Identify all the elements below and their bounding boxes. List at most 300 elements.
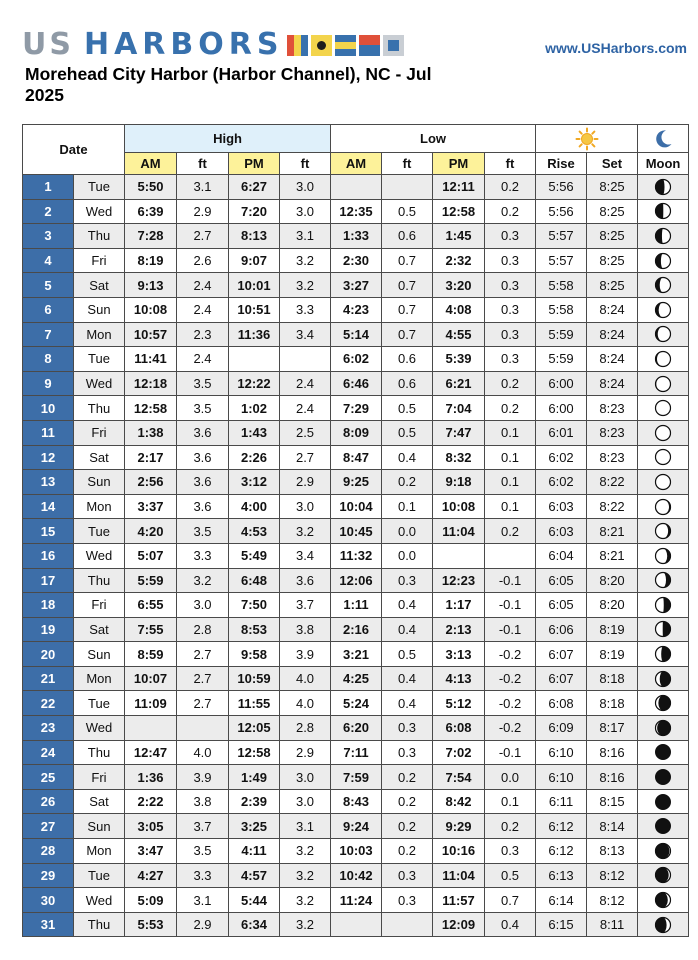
high-pm-ft: 2.8 (280, 716, 331, 741)
weekday: Wed (74, 543, 125, 568)
low-pm-ft: 0.1 (485, 494, 536, 519)
low-pm-ft: -0.1 (485, 617, 536, 642)
low-pm-time: 8:32 (433, 445, 485, 470)
low-am-ft: 0.2 (382, 789, 433, 814)
sunrise: 6:05 (536, 568, 587, 593)
sunset: 8:13 (587, 839, 638, 864)
high-am-time: 3:37 (125, 494, 177, 519)
sunset: 8:16 (587, 740, 638, 765)
high-am-ft: 3.3 (177, 863, 229, 888)
low-pm-ft: 0.2 (485, 175, 536, 200)
high-am-time: 12:18 (125, 371, 177, 396)
low-pm-ft: -0.2 (485, 691, 536, 716)
high-pm-time: 11:55 (229, 691, 280, 716)
low-pm-time: 1:17 (433, 593, 485, 618)
high-pm-time: 2:39 (229, 789, 280, 814)
low-am-ft: 0.3 (382, 568, 433, 593)
high-am-ft: 2.7 (177, 666, 229, 691)
flag-icon (335, 35, 356, 56)
sunrise: 5:59 (536, 347, 587, 372)
moon-phase-icon (654, 301, 672, 319)
low-pm-time: 11:04 (433, 519, 485, 544)
low-am-ft: 0.3 (382, 740, 433, 765)
day-number: 5 (23, 273, 74, 298)
header-high-pm-ft: ft (280, 153, 331, 175)
low-pm-ft: -0.1 (485, 740, 536, 765)
high-pm-time: 10:59 (229, 666, 280, 691)
sunrise: 5:56 (536, 175, 587, 200)
high-am-time: 10:08 (125, 297, 177, 322)
moon-phase-icon (654, 424, 672, 442)
high-am-time: 1:38 (125, 420, 177, 445)
low-am-ft: 0.2 (382, 765, 433, 790)
high-pm-ft: 2.9 (280, 740, 331, 765)
sunrise: 6:15 (536, 912, 587, 937)
sunrise: 6:09 (536, 716, 587, 741)
sunset: 8:15 (587, 789, 638, 814)
table-row (23, 765, 689, 790)
sunset: 8:24 (587, 371, 638, 396)
sunrise: 6:02 (536, 470, 587, 495)
high-am-ft: 3.5 (177, 839, 229, 864)
table-row (23, 642, 689, 667)
low-pm-time: 5:39 (433, 347, 485, 372)
high-pm-ft: 4.0 (280, 666, 331, 691)
high-pm-time: 7:20 (229, 199, 280, 224)
high-am-ft: 2.3 (177, 322, 229, 347)
low-am-ft: 0.7 (382, 273, 433, 298)
weekday: Thu (74, 740, 125, 765)
moon-phase-icon (654, 547, 672, 565)
weekday: Tue (74, 863, 125, 888)
high-am-ft (177, 716, 229, 741)
low-am-ft: 0.4 (382, 691, 433, 716)
high-am-time: 8:59 (125, 642, 177, 667)
moon-phase (638, 593, 689, 618)
header-high-pm: PM (229, 153, 280, 175)
low-am-ft: 0.0 (382, 543, 433, 568)
weekday: Thu (74, 224, 125, 249)
sunset: 8:25 (587, 248, 638, 273)
sunrise: 6:04 (536, 543, 587, 568)
weekday: Sat (74, 617, 125, 642)
high-am-ft: 2.7 (177, 642, 229, 667)
table-row (23, 420, 689, 445)
table-row (23, 839, 689, 864)
sunset: 8:25 (587, 199, 638, 224)
low-am-ft: 0.5 (382, 642, 433, 667)
low-am-time: 12:35 (331, 199, 382, 224)
high-am-ft: 2.4 (177, 297, 229, 322)
high-am-ft: 3.7 (177, 814, 229, 839)
us-harbors-logo[interactable] (22, 27, 407, 62)
sunrise: 6:10 (536, 765, 587, 790)
moon-phase (638, 839, 689, 864)
high-am-time: 9:13 (125, 273, 177, 298)
high-pm-ft: 3.0 (280, 789, 331, 814)
moon-phase-icon (654, 596, 672, 614)
high-am-time: 5:53 (125, 912, 177, 937)
sunrise: 6:00 (536, 396, 587, 421)
moon-phase-icon (654, 202, 672, 220)
high-am-ft: 3.8 (177, 789, 229, 814)
header-low-am: AM (331, 153, 382, 175)
high-am-time: 5:50 (125, 175, 177, 200)
page-title: Morehead City Harbor (Harbor Channel), NC - Jul 2025 (25, 64, 432, 105)
low-am-time: 8:09 (331, 420, 382, 445)
day-number: 28 (23, 839, 74, 864)
low-am-time: 2:30 (331, 248, 382, 273)
day-number: 21 (23, 666, 74, 691)
sunset: 8:11 (587, 912, 638, 937)
high-pm-time: 3:12 (229, 470, 280, 495)
moon-phase (638, 445, 689, 470)
sunset: 8:24 (587, 297, 638, 322)
table-row (23, 814, 689, 839)
sunrise: 6:12 (536, 839, 587, 864)
day-number: 24 (23, 740, 74, 765)
high-am-ft: 4.0 (177, 740, 229, 765)
day-number: 23 (23, 716, 74, 741)
weekday: Tue (74, 175, 125, 200)
day-number: 1 (23, 175, 74, 200)
moon-phase (638, 273, 689, 298)
high-pm-ft: 3.2 (280, 519, 331, 544)
high-pm-ft: 2.9 (280, 470, 331, 495)
low-pm-ft: 0.7 (485, 888, 536, 913)
table-row (23, 666, 689, 691)
low-pm-ft: -0.2 (485, 716, 536, 741)
high-pm-ft: 3.0 (280, 765, 331, 790)
sunrise: 5:57 (536, 248, 587, 273)
weekday: Thu (74, 396, 125, 421)
weekday: Sat (74, 789, 125, 814)
high-pm-time: 12:58 (229, 740, 280, 765)
day-number: 25 (23, 765, 74, 790)
table-row (23, 691, 689, 716)
sunrise: 5:56 (536, 199, 587, 224)
sunset: 8:19 (587, 617, 638, 642)
high-pm-time: 8:53 (229, 617, 280, 642)
low-pm-time: 12:11 (433, 175, 485, 200)
low-am-ft: 0.0 (382, 519, 433, 544)
low-pm-time: 6:08 (433, 716, 485, 741)
high-am-ft: 3.5 (177, 519, 229, 544)
low-pm-time: 2:13 (433, 617, 485, 642)
high-am-time: 3:47 (125, 839, 177, 864)
low-am-time: 11:32 (331, 543, 382, 568)
low-pm-time (433, 543, 485, 568)
flag-icon (287, 35, 308, 56)
sunset: 8:21 (587, 519, 638, 544)
flag-icon (359, 35, 380, 56)
low-pm-time: 4:13 (433, 666, 485, 691)
weekday: Mon (74, 839, 125, 864)
sunset: 8:18 (587, 666, 638, 691)
moon-phase-icon (654, 891, 672, 909)
high-pm-ft: 4.0 (280, 691, 331, 716)
high-am-time: 7:28 (125, 224, 177, 249)
moon-phase-icon (654, 375, 672, 393)
low-am-time: 10:42 (331, 863, 382, 888)
moon-phase (638, 248, 689, 273)
sunset: 8:16 (587, 765, 638, 790)
low-pm-time: 5:12 (433, 691, 485, 716)
table-row (23, 445, 689, 470)
day-number: 22 (23, 691, 74, 716)
high-am-ft: 2.4 (177, 347, 229, 372)
high-pm-ft (280, 347, 331, 372)
high-pm-time: 2:26 (229, 445, 280, 470)
low-pm-ft (485, 543, 536, 568)
sunrise: 6:01 (536, 420, 587, 445)
low-pm-time: 12:09 (433, 912, 485, 937)
moon-phase-icon (654, 866, 672, 884)
moon-phase (638, 175, 689, 200)
low-am-time: 5:24 (331, 691, 382, 716)
low-pm-time: 7:47 (433, 420, 485, 445)
moon-phase-icon (654, 670, 672, 688)
low-am-time: 3:27 (331, 273, 382, 298)
day-number: 18 (23, 593, 74, 618)
low-pm-time: 2:32 (433, 248, 485, 273)
weekday: Fri (74, 420, 125, 445)
weekday: Mon (74, 322, 125, 347)
day-number: 3 (23, 224, 74, 249)
high-pm-time: 9:58 (229, 642, 280, 667)
low-am-ft: 0.7 (382, 322, 433, 347)
low-pm-ft: -0.1 (485, 593, 536, 618)
header-set: Set (587, 153, 638, 175)
weekday: Tue (74, 519, 125, 544)
low-pm-ft: 0.3 (485, 297, 536, 322)
high-pm-time: 4:53 (229, 519, 280, 544)
moon-phase (638, 297, 689, 322)
moon-phase-icon (654, 399, 672, 417)
moon-phase-icon (654, 743, 672, 761)
weekday: Wed (74, 716, 125, 741)
weekday: Sun (74, 470, 125, 495)
table-row (23, 224, 689, 249)
low-am-ft: 0.1 (382, 494, 433, 519)
low-am-ft: 0.4 (382, 593, 433, 618)
low-pm-time: 4:08 (433, 297, 485, 322)
day-number: 6 (23, 297, 74, 322)
logo-us-text: US (22, 27, 74, 62)
weekday: Wed (74, 199, 125, 224)
moon-phase-icon (654, 571, 672, 589)
high-am-time: 2:56 (125, 470, 177, 495)
high-am-time: 3:05 (125, 814, 177, 839)
high-am-ft: 2.8 (177, 617, 229, 642)
high-am-time: 6:55 (125, 593, 177, 618)
low-pm-time: 9:29 (433, 814, 485, 839)
low-am-ft: 0.2 (382, 839, 433, 864)
low-pm-ft: 0.1 (485, 789, 536, 814)
high-am-ft: 3.5 (177, 396, 229, 421)
low-am-ft: 0.4 (382, 666, 433, 691)
high-pm-time: 10:01 (229, 273, 280, 298)
sunset: 8:14 (587, 814, 638, 839)
high-pm-ft: 3.0 (280, 494, 331, 519)
moon-phase (638, 666, 689, 691)
moon-phase-icon (654, 916, 672, 934)
low-pm-time: 10:16 (433, 839, 485, 864)
moon-phase (638, 912, 689, 937)
table-row (23, 912, 689, 937)
high-pm-ft: 3.2 (280, 273, 331, 298)
low-am-time: 1:11 (331, 593, 382, 618)
tide-table (22, 124, 689, 937)
sunrise: 6:05 (536, 593, 587, 618)
low-pm-ft: 0.1 (485, 420, 536, 445)
high-pm-time: 6:27 (229, 175, 280, 200)
low-am-time: 10:04 (331, 494, 382, 519)
high-am-ft: 2.9 (177, 912, 229, 937)
moon-phase (638, 543, 689, 568)
day-number: 19 (23, 617, 74, 642)
low-am-time: 8:43 (331, 789, 382, 814)
low-am-ft: 0.6 (382, 224, 433, 249)
sunrise: 5:57 (536, 224, 587, 249)
high-am-ft: 2.9 (177, 199, 229, 224)
high-pm-time: 3:25 (229, 814, 280, 839)
weekday: Sat (74, 273, 125, 298)
low-pm-ft: 0.3 (485, 273, 536, 298)
low-am-time: 10:03 (331, 839, 382, 864)
high-pm-ft: 2.4 (280, 371, 331, 396)
low-am-time: 7:59 (331, 765, 382, 790)
high-am-time: 11:41 (125, 347, 177, 372)
header-rise: Rise (536, 153, 587, 175)
low-am-ft: 0.4 (382, 445, 433, 470)
sunrise: 6:00 (536, 371, 587, 396)
high-pm-time (229, 347, 280, 372)
sunrise: 6:03 (536, 519, 587, 544)
moon-phase (638, 642, 689, 667)
sunrise: 6:07 (536, 666, 587, 691)
day-number: 29 (23, 863, 74, 888)
high-am-time: 5:59 (125, 568, 177, 593)
day-number: 8 (23, 347, 74, 372)
moon-phase (638, 396, 689, 421)
moon-phase (638, 494, 689, 519)
moon-phase (638, 740, 689, 765)
high-pm-time: 12:05 (229, 716, 280, 741)
moon-phase-icon (654, 276, 672, 294)
low-am-time (331, 175, 382, 200)
high-am-time: 7:55 (125, 617, 177, 642)
low-pm-ft: 0.3 (485, 224, 536, 249)
low-am-time: 8:47 (331, 445, 382, 470)
site-url-link[interactable]: www.USHarbors.com (545, 40, 687, 56)
moon-phase-icon (654, 719, 672, 737)
low-pm-time: 6:21 (433, 371, 485, 396)
high-am-time: 4:27 (125, 863, 177, 888)
moon-phase-icon (654, 350, 672, 368)
weekday: Fri (74, 248, 125, 273)
sunset: 8:12 (587, 863, 638, 888)
high-am-ft: 3.0 (177, 593, 229, 618)
low-am-time: 6:46 (331, 371, 382, 396)
weekday: Thu (74, 912, 125, 937)
high-pm-time: 9:07 (229, 248, 280, 273)
high-am-time (125, 716, 177, 741)
high-am-time: 2:22 (125, 789, 177, 814)
sunrise: 5:58 (536, 297, 587, 322)
high-pm-ft: 2.7 (280, 445, 331, 470)
moon-phase-icon (654, 498, 672, 516)
moon-phase (638, 470, 689, 495)
header-low-am-ft: ft (382, 153, 433, 175)
table-row (23, 543, 689, 568)
high-am-time: 11:09 (125, 691, 177, 716)
low-am-ft (382, 175, 433, 200)
weekday: Sun (74, 814, 125, 839)
low-pm-time: 9:18 (433, 470, 485, 495)
header-low: Low (331, 125, 536, 153)
table-row (23, 716, 689, 741)
low-am-ft: 0.5 (382, 420, 433, 445)
day-number: 12 (23, 445, 74, 470)
low-pm-time: 4:55 (433, 322, 485, 347)
table-row (23, 789, 689, 814)
moon-phase-icon (654, 252, 672, 270)
low-am-ft: 0.5 (382, 396, 433, 421)
high-am-ft: 3.1 (177, 175, 229, 200)
moon-phase (638, 617, 689, 642)
low-am-ft: 0.2 (382, 814, 433, 839)
sunrise: 6:02 (536, 445, 587, 470)
low-pm-ft: 0.5 (485, 863, 536, 888)
low-am-ft: 0.7 (382, 248, 433, 273)
sun-icon (575, 127, 599, 151)
header-moon-label: Moon (638, 153, 689, 175)
table-row (23, 863, 689, 888)
low-pm-ft: 0.4 (485, 912, 536, 937)
sunset: 8:20 (587, 568, 638, 593)
high-pm-time: 7:50 (229, 593, 280, 618)
day-number: 27 (23, 814, 74, 839)
table-row (23, 199, 689, 224)
high-pm-ft: 3.3 (280, 297, 331, 322)
high-am-time: 10:07 (125, 666, 177, 691)
table-row (23, 494, 689, 519)
high-pm-time: 5:49 (229, 543, 280, 568)
moon-phase (638, 347, 689, 372)
high-pm-time: 10:51 (229, 297, 280, 322)
low-am-time: 7:29 (331, 396, 382, 421)
high-pm-time: 4:11 (229, 839, 280, 864)
low-pm-ft: -0.1 (485, 568, 536, 593)
high-pm-ft: 2.5 (280, 420, 331, 445)
sunset: 8:23 (587, 445, 638, 470)
day-number: 10 (23, 396, 74, 421)
low-pm-ft: 0.1 (485, 445, 536, 470)
low-pm-time: 12:23 (433, 568, 485, 593)
sunrise: 6:06 (536, 617, 587, 642)
high-am-ft: 3.6 (177, 445, 229, 470)
high-am-ft: 2.4 (177, 273, 229, 298)
weekday: Fri (74, 593, 125, 618)
moon-phase-icon (654, 620, 672, 638)
sunset: 8:24 (587, 322, 638, 347)
header-high-am: AM (125, 153, 177, 175)
day-number: 9 (23, 371, 74, 396)
sunset: 8:25 (587, 224, 638, 249)
table-row (23, 297, 689, 322)
day-number: 26 (23, 789, 74, 814)
